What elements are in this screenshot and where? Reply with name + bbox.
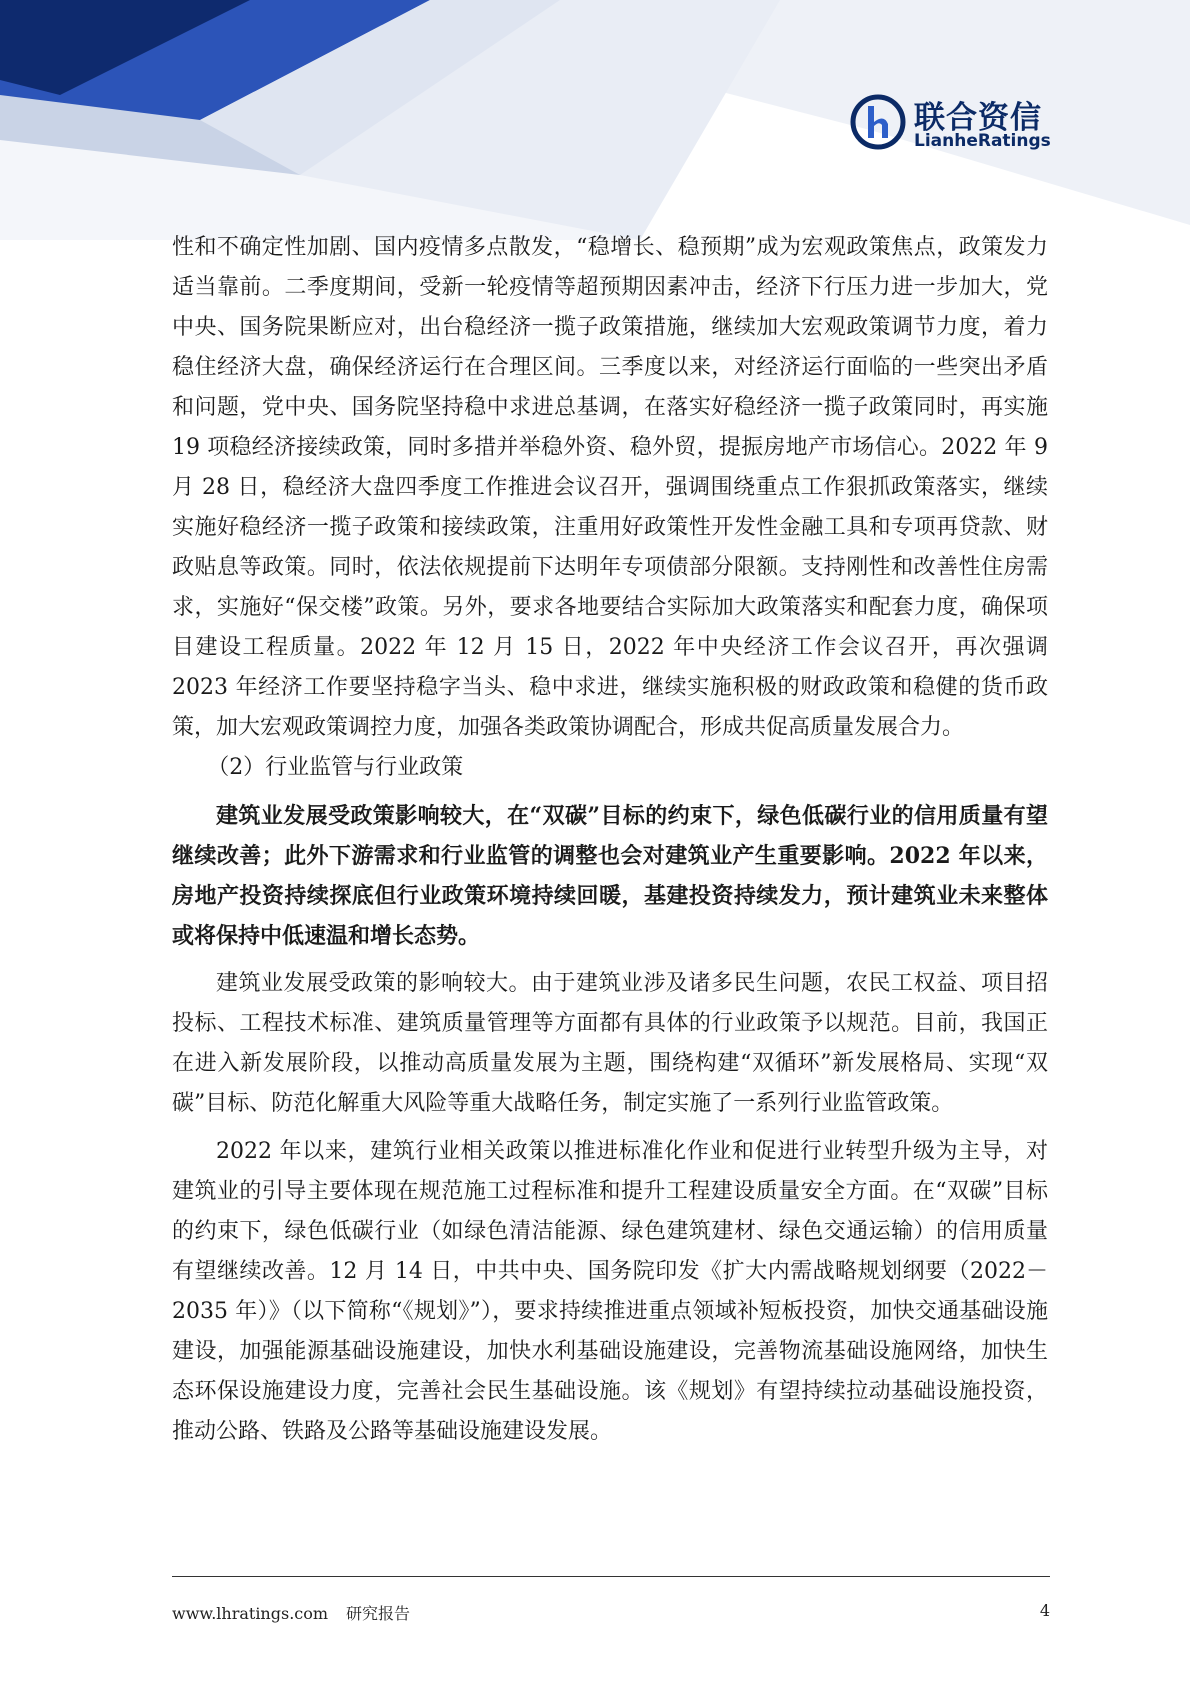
paragraph-policy-2022: 2022 年以来，建筑行业相关政策以推进标准化作业和促进行业转型升级为主导，对建筑业的引导主要体现在规范施工过程标准和提升工程建设质量安全方面。在“双碳”目标的约束下，绿色低碳行业（如绿色清洁能源、绿色建筑建材、绿色交通运输）的信用质量有望继续改善。12 月 14 日，中共中央、国务院印发《扩大内需战略规划纲要（2022－2035 年）》（以下简称“《规划》”），要求持续推进重点领域补短板投资，加快交通基础设施建设，加强能源基础设施建设，加快水利基础设施建设，完善物流基础设施网络，加快生态环保设施建设力度，完善社会民生基础设施。该《规划》有望持续拉动基础设施投资，推动公路、铁路及公路等基础设施建设发展。 (172, 1139, 1048, 1444)
page-number: 4 (1039, 1601, 1050, 1620)
lianhe-logo-icon (850, 94, 906, 150)
footer-website-link[interactable]: www.lhratings.com (172, 1604, 329, 1623)
paragraph-key-summary: 建筑业发展受政策影响较大，在“双碳”目标的约束下，绿色低碳行业的信用质量有望继续改善；此外下游需求和行业监管的调整也会对建筑业产生重要影响。2022 年以来，房地产投资持续探底但行业政策环境持续回暖，基建投资持续发力，预计建筑业未来整体或将保持中低速温和增长态势。 (172, 803, 1048, 949)
section-subheading: （2）行业监管与行业政策 (207, 755, 464, 780)
report-body (172, 228, 1048, 1452)
paragraph-industry-regulation: 建筑业发展受政策的影响较大。由于建筑业涉及诸多民生问题，农民工权益、项目招投标、工程技术标准、建筑质量管理等方面都有具体的行业政策予以规范。目前，我国正在进入新发展阶段，以推动高质量发展为主题，围绕构建“双循环”新发展格局、实现“双碳”目标、防范化解重大风险等重大战略任务，制定实施了一系列行业监管政策。 (172, 971, 1048, 1116)
footer-doc-type: 研究报告 (346, 1604, 411, 1623)
footer-divider (172, 1576, 1050, 1577)
paragraph-macro-policy: 性和不确定性加剧、国内疫情多点散发，“稳增长、稳预期”成为宏观政策焦点，政策发力适当靠前。二季度期间，受新一轮疫情等超预期因素冲击，经济下行压力进一步加大，党中央、国务院果断应对，出台稳经济一揽子政策措施，继续加大宏观政策调节力度，着力稳住经济大盘，确保经济运行在合理区间。三季度以来，对经济运行面临的一些突出矛盾和问题，党中央、国务院坚持稳中求进总基调，在落实好稳经济一揽子政策同时，再实施 19 项稳经济接续政策，同时多措并举稳外资、稳外贸，提振房地产市场信心。2022 年 9 月 28 日，稳经济大盘四季度工作推进会议召开，强调围绕重点工作狠抓政策落实，继续实施好稳经济一揽子政策和接续政策，注重用好政策性开发性金融工具和专项再贷款、财政贴息等政策。同时，依法依规提前下达明年专项债部分限额。支持刚性和改善性住房需求，实施好“保交楼”政策。另外，要求各地要结合实际加大政策落实和配套力度，确保项目建设工程质量。2022 年 12 月 15 日，2022 年中央经济工作会议召开，再次强调 2023 年经济工作要坚持稳字当头、稳中求进，继续实施积极的财政政策和稳健的货币政策，加大宏观政策调控力度，加强各类政策协调配合，形成共促高质量发展合力。 (172, 235, 1048, 740)
logo-chinese-text: 联合资信 (914, 100, 1042, 136)
logo-english-text: LianheRatings (914, 131, 1051, 151)
footer-info (172, 1601, 410, 1624)
lianhe-ratings-logo (850, 92, 1060, 156)
